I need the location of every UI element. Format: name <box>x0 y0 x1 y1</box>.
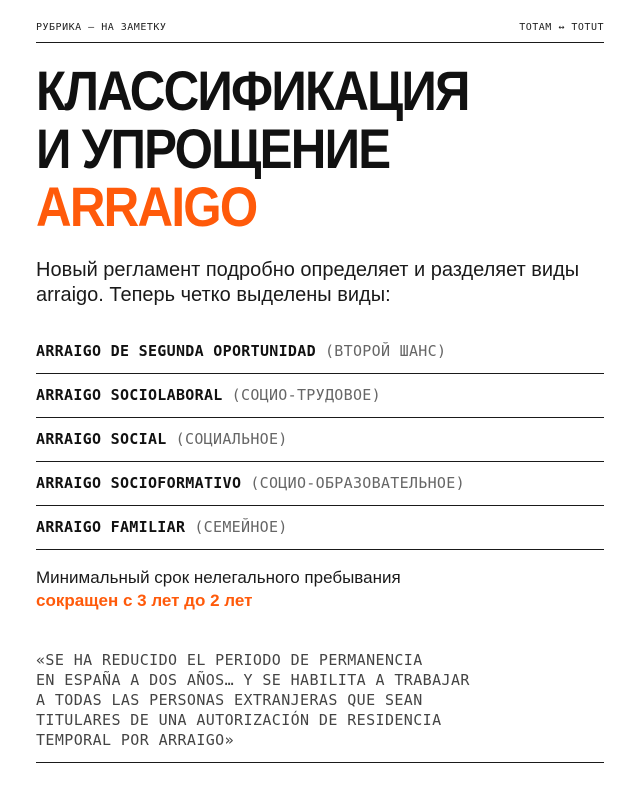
list-item <box>36 506 604 550</box>
quote-block: «SE HA REDUCIDO EL PERIODO DE PERMANENCIA EN ESPAÑA A DOS AÑOS… Y SE HABILITA A TRABAJAR A TODAS LAS PERSONAS EXTRANJERAS QUE SEAN TITULARES DE UNA AUTORIZACIÓN DE RESIDENCIA TEMPORAL POR ARRAIGO» <box>36 650 604 763</box>
rubric-label: РУБРИКА — НА ЗАМЕТКУ <box>36 22 167 33</box>
min-term-block <box>36 566 604 612</box>
min-term-accent: сокращен с 3 лет до 2 лет <box>36 591 253 610</box>
headline-line-2: И УПРОЩЕНИЕ <box>36 117 390 180</box>
type-gloss: (СОЦИО-ТРУДОВОЕ) <box>231 386 381 404</box>
type-name: ARRAIGO SOCIOLABORAL <box>36 386 223 404</box>
list-item <box>36 418 604 462</box>
type-name: ARRAIGO FAMILIAR <box>36 518 186 536</box>
list-item <box>36 374 604 418</box>
type-name: ARRAIGO SOCIAL <box>36 430 167 448</box>
type-gloss: (СЕМЕЙНОЕ) <box>194 518 288 536</box>
type-name: ARRAIGO SOCIOFORMATIVO <box>36 474 242 492</box>
page <box>36 0 604 800</box>
headline-line-3: ARRAIGO <box>36 175 257 238</box>
brand-label: TOTAM ↔ TOTUT <box>519 22 604 33</box>
intro-text: Новый регламент подробно определяет и разделяет виды arraigo. Теперь четко выделены виды: <box>36 259 580 306</box>
list-item <box>36 462 604 506</box>
headline <box>36 59 469 238</box>
list-item <box>36 330 604 374</box>
type-gloss: (СОЦИО-ОБРАЗОВАТЕЛЬНОЕ) <box>250 474 465 492</box>
type-gloss: (ВТОРОЙ ШАНС) <box>324 342 447 360</box>
type-gloss: (СОЦИАЛЬНОЕ) <box>175 430 288 448</box>
types-list <box>36 330 604 550</box>
top-bar <box>36 20 604 43</box>
headline-line-1: КЛАССИФИКАЦИЯ <box>36 59 469 122</box>
type-name: ARRAIGO DE SEGUNDA OPORTUNIDAD <box>36 342 316 360</box>
min-term-text: Минимальный срок нелегального пребывания <box>36 568 401 587</box>
